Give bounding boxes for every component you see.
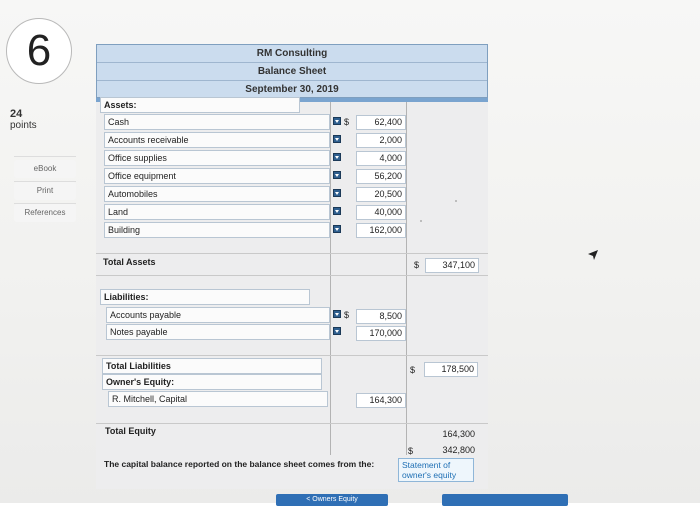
sheet-header [96, 44, 488, 98]
print-button[interactable]: Print [14, 182, 76, 200]
assets-heading[interactable]: Assets: [100, 97, 300, 113]
asset-amount-accounts-receivable[interactable]: 2,000 [356, 133, 406, 148]
header-divider [97, 62, 487, 63]
references-button[interactable]: References [14, 204, 76, 222]
sheet-date: September 30, 2019 [245, 84, 339, 95]
total-equity-amount[interactable]: 164,300 [442, 429, 475, 439]
owners-equity-heading[interactable]: Owner's Equity: [102, 374, 322, 390]
dropdown-icon[interactable] [333, 189, 341, 197]
liability-amount-accounts-payable[interactable]: 8,500 [356, 309, 406, 324]
decorative-dot [455, 200, 457, 202]
asset-amount-office-equipment[interactable]: 56,200 [356, 169, 406, 184]
asset-amount-cash[interactable]: 62,400 [356, 115, 406, 130]
asset-amount-building[interactable]: 162,000 [356, 223, 406, 238]
total-assets-dollar: $ [414, 260, 420, 270]
points-indicator: 24 points [10, 108, 37, 131]
spacer-row [96, 342, 488, 356]
asset-label-building[interactable]: Building [104, 222, 330, 238]
asset-label-automobiles[interactable]: Automobiles [104, 186, 330, 202]
dropdown-icon[interactable] [333, 135, 341, 143]
next-button[interactable] [442, 494, 568, 506]
dropdown-icon[interactable] [333, 225, 341, 233]
cursor-icon [588, 250, 598, 260]
asset-amount-automobiles[interactable]: 20,500 [356, 187, 406, 202]
column-divider [406, 102, 407, 455]
total-assets-amount[interactable]: 347,100 [425, 258, 479, 273]
total-assets-row [96, 256, 488, 276]
asset-label-office-supplies[interactable]: Office supplies [104, 150, 330, 166]
grand-total-dollar: $ [408, 446, 414, 456]
asset-label-cash[interactable]: Cash [104, 114, 330, 130]
asset-label-accounts-receivable[interactable]: Accounts receivable [104, 132, 330, 148]
dropdown-icon[interactable] [333, 310, 341, 318]
liability-dollar-sign: $ [344, 310, 350, 320]
question-number: 6 [6, 18, 72, 84]
decorative-dot [420, 220, 422, 222]
asset-label-office-equipment[interactable]: Office equipment [104, 168, 330, 184]
equity-label-capital[interactable]: R. Mitchell, Capital [108, 391, 328, 407]
total-equity-label: Total Equity [105, 426, 156, 436]
liability-label-notes-payable[interactable]: Notes payable [106, 324, 330, 340]
company-name: RM Consulting [256, 48, 328, 59]
liabilities-heading[interactable]: Liabilities: [100, 289, 310, 305]
total-liabilities-label: Total Liabilities [102, 358, 322, 374]
liability-amount-notes-payable[interactable]: 170,000 [356, 326, 406, 341]
dropdown-icon[interactable] [333, 117, 341, 125]
rail-divider [14, 156, 76, 157]
spacer-row [96, 240, 488, 254]
liability-label-accounts-payable[interactable]: Accounts payable [106, 307, 330, 323]
column-divider [330, 102, 331, 455]
dropdown-icon[interactable] [333, 171, 341, 179]
answer-select[interactable]: Statement of owner's equity [398, 458, 474, 482]
asset-amount-office-supplies[interactable]: 4,000 [356, 151, 406, 166]
spacer-row [96, 408, 488, 424]
header-divider [97, 80, 487, 81]
equity-amount-capital[interactable]: 164,300 [356, 393, 406, 408]
dropdown-icon[interactable] [333, 327, 341, 335]
asset-label-land[interactable]: Land [104, 204, 330, 220]
sheet-title: Balance Sheet [257, 66, 327, 77]
dropdown-icon[interactable] [333, 207, 341, 215]
total-liabilities-amount[interactable]: 178,500 [424, 362, 478, 377]
total-assets-label: Total Assets [103, 257, 156, 267]
footer-question: The capital balance reported on the balance sheet comes from the: [104, 459, 375, 469]
previous-button[interactable]: < Owners Equity [276, 494, 388, 506]
ebook-button[interactable]: eBook [14, 160, 76, 178]
asset-dollar-sign: $ [344, 117, 350, 127]
dropdown-icon[interactable] [333, 153, 341, 161]
grand-total-amount[interactable]: 342,800 [442, 445, 475, 455]
asset-amount-land[interactable]: 40,000 [356, 205, 406, 220]
total-liabilities-dollar: $ [410, 365, 416, 375]
